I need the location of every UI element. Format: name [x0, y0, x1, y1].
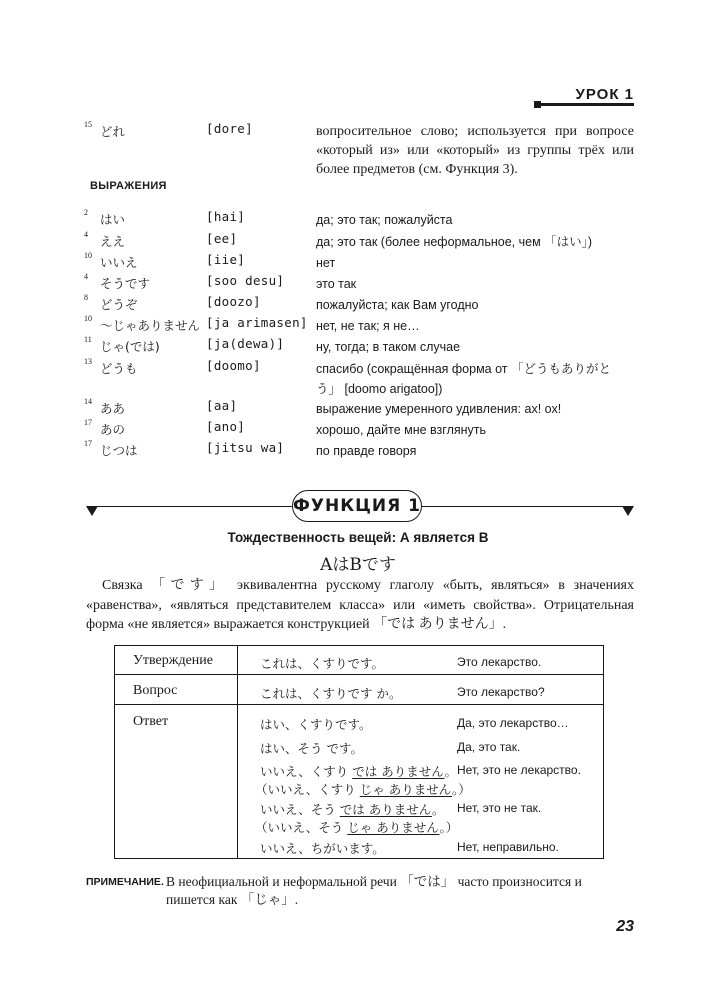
- banner-rule-right: [422, 506, 628, 507]
- entry-translation: нет, не так; я не…: [316, 319, 420, 333]
- expression-row: [0, 230, 716, 252]
- entry-japanese: はい: [100, 212, 126, 227]
- function-banner: [292, 490, 422, 522]
- entry-translation: да; это так (более неформальное, чем 「はい」): [316, 235, 593, 249]
- expression-row: [0, 335, 716, 357]
- expression-row: [0, 272, 716, 294]
- entry-translation: нет: [316, 256, 336, 270]
- row-label-statement: Утверждение: [133, 653, 213, 668]
- entry-romaji: [ano]: [206, 419, 246, 434]
- entry-romaji: [ja(dewa)]: [206, 336, 285, 351]
- lesson-rule: [540, 103, 634, 106]
- answer-russian: Да, это так.: [457, 740, 521, 754]
- entry-number: 17: [84, 418, 92, 427]
- entry-translation: выражение умеренного удивления: ах! ох!: [316, 402, 562, 416]
- answer-japanese-variant: （いいえ、そう じゃ ありません。）: [255, 820, 459, 835]
- answer-japanese: はい、そう です。: [260, 741, 363, 756]
- entry-japanese: どうぞ: [100, 297, 138, 312]
- entry-japanese: いいえ: [100, 255, 138, 270]
- lesson-title: УРОК 1: [575, 86, 634, 103]
- entry-number: 10: [84, 314, 92, 323]
- row-label-answer: Ответ: [133, 714, 169, 729]
- entry-number: 14: [84, 397, 92, 406]
- entry-japanese: どうも: [100, 361, 138, 376]
- entry-romaji: [soo desu]: [206, 273, 285, 288]
- triangle-marker-left: [86, 506, 98, 516]
- expression-row: [0, 314, 716, 336]
- entry-number: 15: [84, 120, 92, 129]
- entry-number: 10: [84, 251, 92, 260]
- entry-japanese: ああ: [100, 401, 126, 416]
- example-table: [114, 645, 604, 859]
- statement-japanese: これは、くすりです。: [260, 656, 385, 671]
- expression-row: [0, 397, 716, 419]
- expression-row: [0, 293, 716, 315]
- entry-number: 2: [84, 208, 88, 217]
- answer-russian: Нет, это не лекарство.: [457, 763, 581, 777]
- entry-romaji: [doomo]: [206, 358, 261, 373]
- entry-translation: это так: [316, 277, 357, 291]
- entry-japanese: じつは: [100, 443, 138, 458]
- question-russian: Это лекарство?: [457, 685, 545, 699]
- function-formula: AはBです: [320, 555, 396, 575]
- table-row-divider: [115, 704, 603, 705]
- function-paragraph: Связка 「です」 эквивалентна русскому глаголу «быть, являться» в значениях «равенства», «являться представителем класса» или «иметь свойства». Отрицательная форма «не является» выражается конструкцией 「では ありません」.: [86, 578, 634, 632]
- answer-japanese: いいえ、くすり では ありません。: [260, 764, 457, 779]
- entry-number: 17: [84, 439, 92, 448]
- expression-row: [0, 418, 716, 440]
- entry-number: 13: [84, 357, 92, 366]
- page-number: 23: [616, 918, 634, 935]
- entry-romaji: [dore]: [206, 121, 253, 136]
- entry-romaji: [iie]: [206, 252, 246, 267]
- function-banner-label: ФУНКЦИЯ 1: [293, 496, 421, 516]
- entry-translation: ну, тогда; в таком случае: [316, 340, 461, 354]
- answer-japanese: いいえ、ちがいます。: [260, 841, 385, 856]
- entry-romaji: [aa]: [206, 398, 238, 413]
- entry-japanese: じゃ(では): [100, 339, 160, 354]
- table-column-divider: [237, 646, 238, 858]
- statement-russian: Это лекарство.: [457, 655, 542, 669]
- table-row-divider: [115, 674, 603, 675]
- answer-russian: Нет, это не так.: [457, 801, 542, 815]
- triangle-marker-right: [622, 506, 634, 516]
- note-text: В неофициальной и неформальной речи 「では」 часто произносится и пишется как 「じゃ」.: [166, 874, 582, 907]
- entry-japanese: そうです: [100, 276, 151, 291]
- entry-translation: вопросительное слово; используется при вопросе «который из» или «который» из группы трёх или более предметов (см. Функция 3).: [316, 124, 634, 177]
- answer-japanese: いいえ、そう では ありません。: [260, 802, 445, 817]
- entry-translation: пожалуйста; как Вам угодно: [316, 298, 479, 312]
- vocab-entry-dore: [0, 120, 716, 180]
- entry-romaji: [ja arimasen]: [206, 315, 308, 330]
- entry-translation: по правде говоря: [316, 444, 417, 458]
- function-title: Тождественность вещей: А является В: [227, 530, 489, 545]
- entry-translation: спасибо (сокращённая форма от 「どうもありがとう」 [doomo arigatoo]): [316, 362, 611, 396]
- answer-japanese-variant: （いいえ、くすり じゃ ありません。）: [255, 782, 471, 797]
- expression-row: [0, 208, 716, 230]
- expression-row: [0, 251, 716, 273]
- entry-romaji: [doozo]: [206, 294, 261, 309]
- entry-translation: да; это так; пожалуйста: [316, 213, 453, 227]
- entry-romaji: [jitsu wa]: [206, 440, 285, 455]
- answer-russian: Нет, неправильно.: [457, 840, 559, 854]
- entry-japanese: ええ: [100, 234, 126, 249]
- row-label-question: Вопрос: [133, 683, 178, 698]
- entry-japanese: ～じゃありません: [100, 318, 201, 333]
- expression-row: [0, 357, 716, 397]
- expressions-heading: ВЫРАЖЕНИЯ: [90, 180, 167, 192]
- entry-number: 8: [84, 293, 88, 302]
- entry-romaji: [hai]: [206, 209, 246, 224]
- note-label: ПРИМЕЧАНИЕ.: [86, 876, 164, 888]
- expression-row: [0, 439, 716, 461]
- entry-number: 4: [84, 230, 88, 239]
- question-japanese: これは、くすりです か。: [260, 686, 402, 701]
- banner-rule-left: [92, 506, 292, 507]
- entry-number: 11: [84, 335, 92, 344]
- entry-romaji: [ee]: [206, 231, 238, 246]
- answer-japanese: はい、くすりです。: [260, 717, 372, 732]
- answer-russian: Да, это лекарство…: [457, 716, 569, 730]
- entry-japanese: あの: [100, 422, 126, 437]
- entry-japanese: どれ: [100, 124, 126, 139]
- entry-translation: хорошо, дайте мне взглянуть: [316, 423, 487, 437]
- entry-number: 4: [84, 272, 88, 281]
